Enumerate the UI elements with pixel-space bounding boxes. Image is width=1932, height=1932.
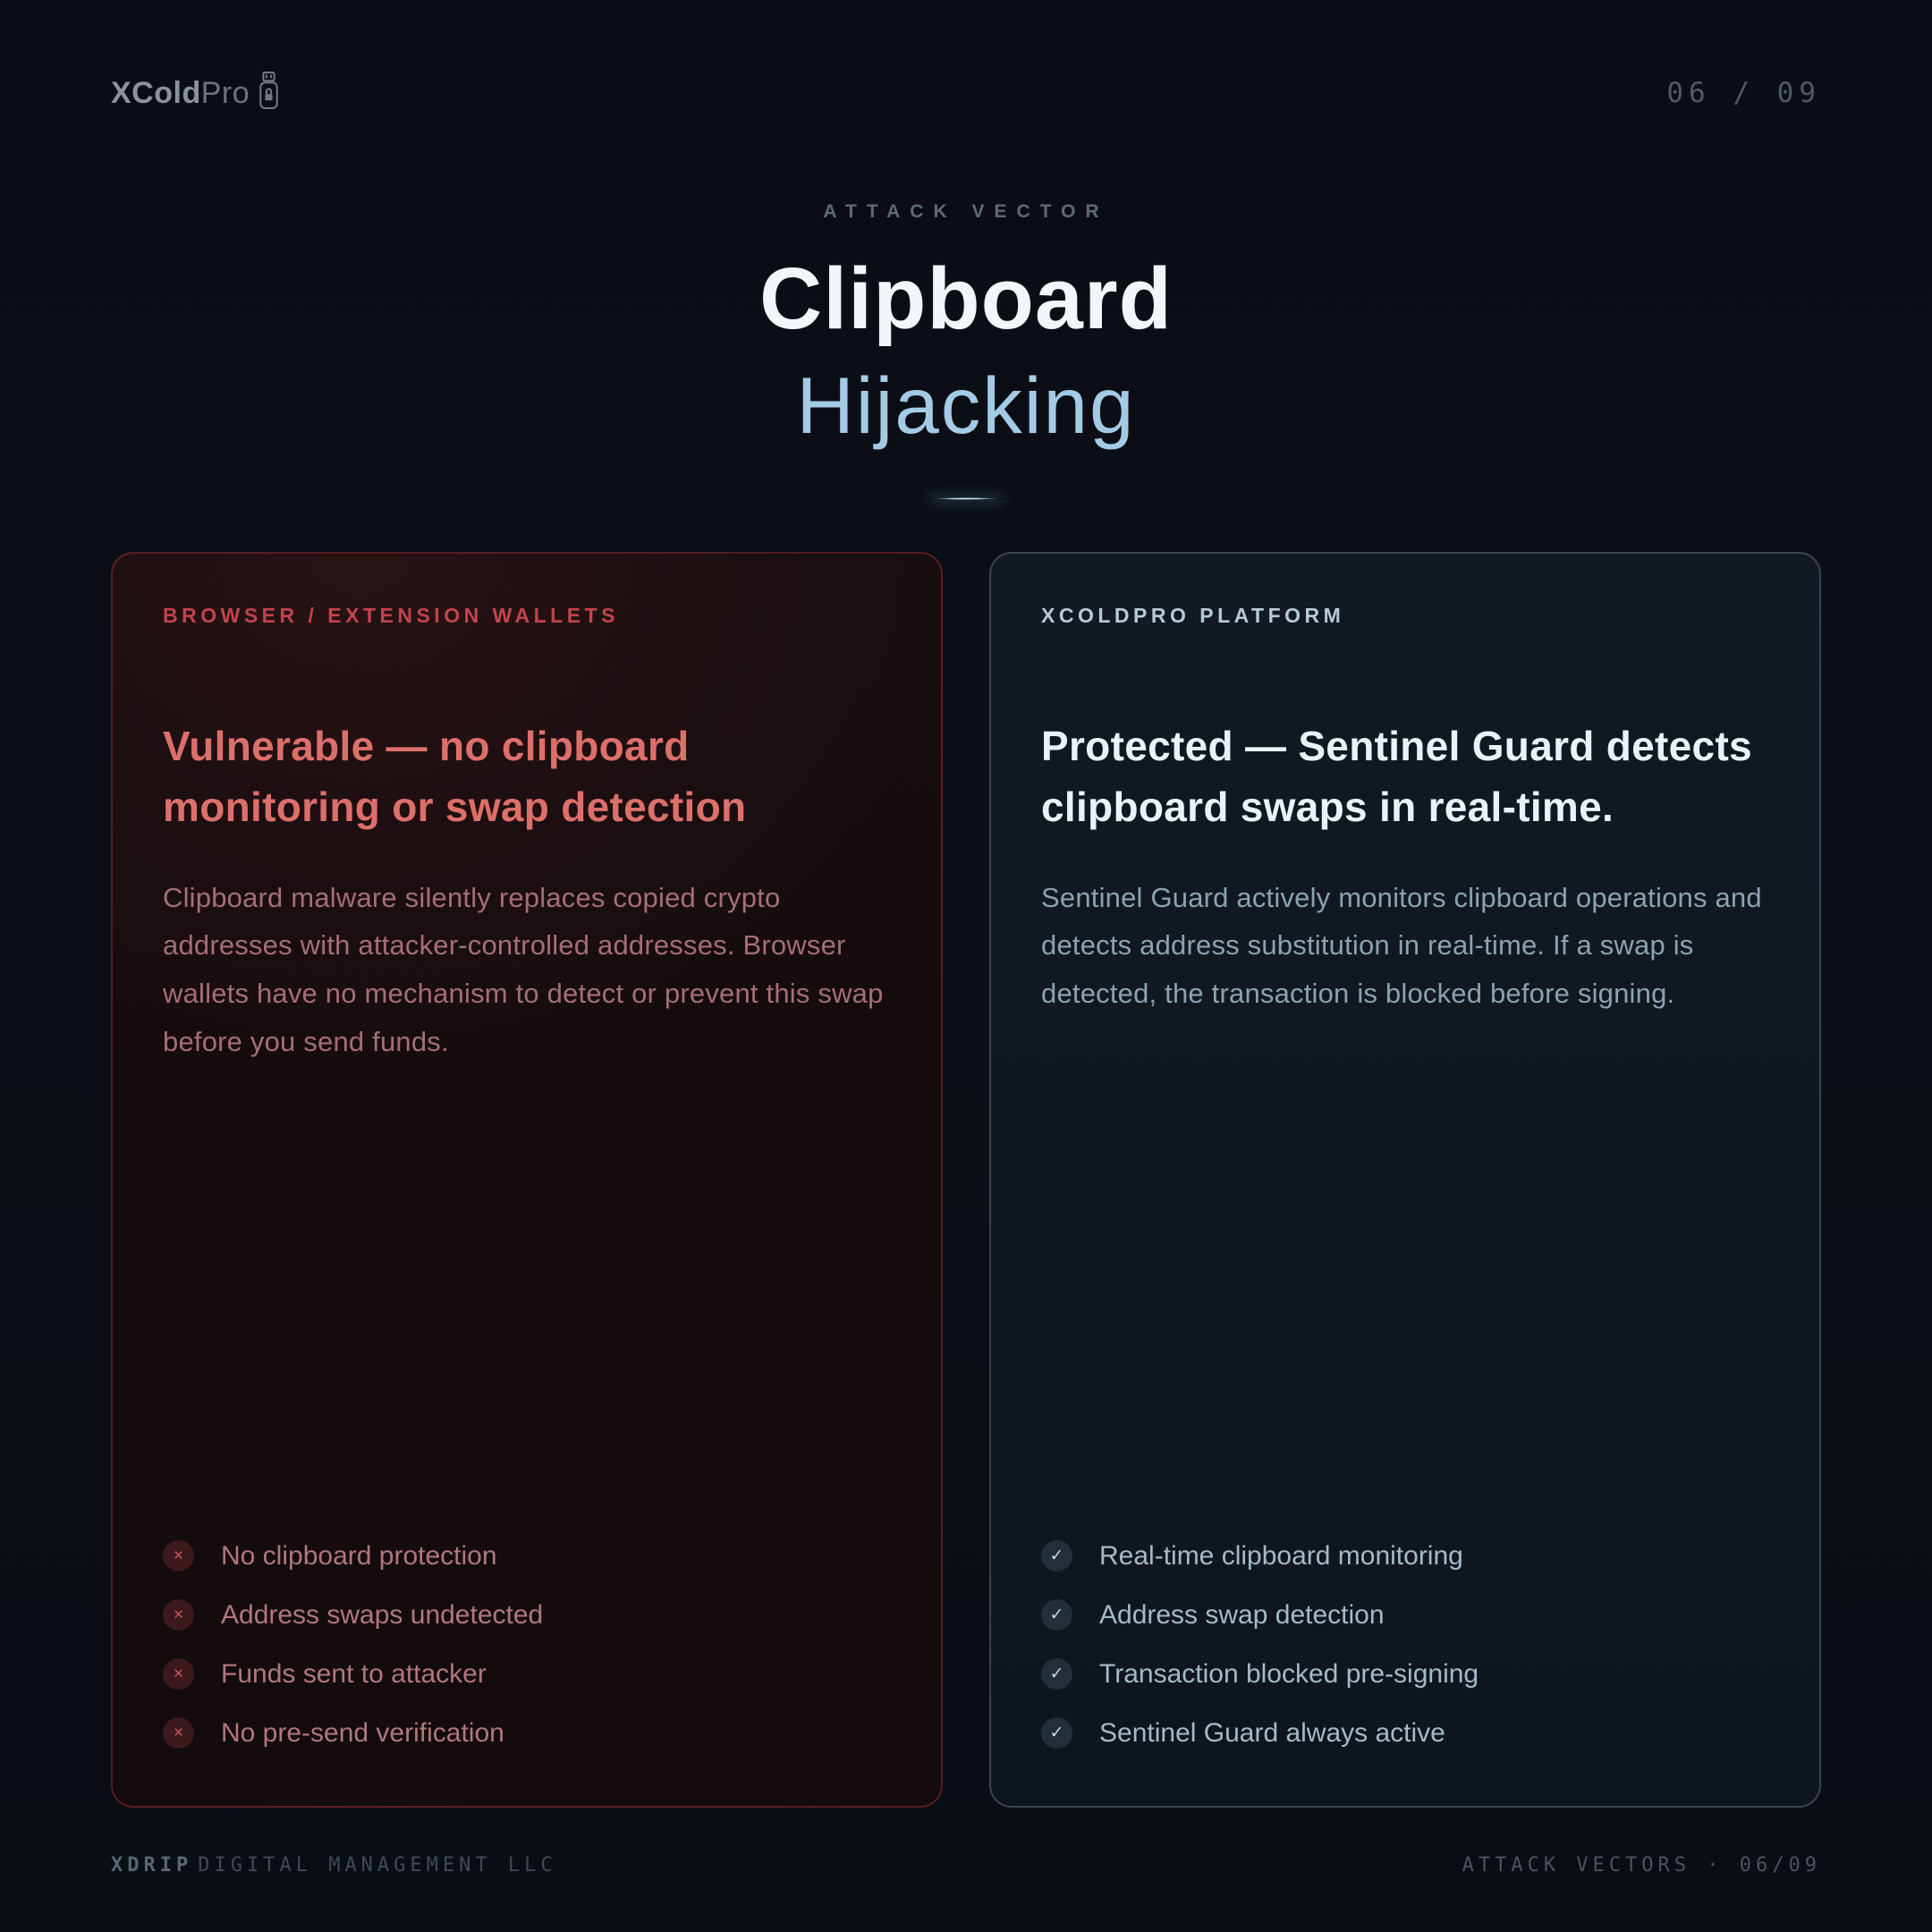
hero-divider xyxy=(928,497,1004,500)
vulnerable-list xyxy=(163,1540,891,1749)
usb-drive-lock-icon xyxy=(257,71,281,119)
check-icon: ✓ xyxy=(1041,1540,1072,1572)
check-icon: ✓ xyxy=(1041,1717,1072,1749)
footer xyxy=(111,1854,1821,1877)
protected-card xyxy=(989,552,1821,1808)
list-item xyxy=(163,1599,891,1631)
list-item xyxy=(1041,1658,1769,1690)
protected-card-label: XCOLDPRO PLATFORM xyxy=(1041,604,1345,628)
list-item xyxy=(1041,1540,1769,1572)
protected-card-description: Sentinel Guard actively monitors clipboard operations and detects address substitution in real-time. If a swap is detected, the transaction is blocked before signing. xyxy=(1041,881,1762,1010)
check-icon: ✓ xyxy=(1041,1599,1072,1631)
hero-eyebrow: ATTACK VECTOR xyxy=(823,201,1109,222)
page-indicator: 06 / 09 xyxy=(1666,77,1821,109)
protected-card-title: Protected — Sentinel Guard detects clipboard swaps in real-time. xyxy=(1041,723,1752,830)
comparison-cards xyxy=(0,552,1932,1808)
brand-name-bold: XCold xyxy=(111,75,201,110)
list-item-label: No clipboard protection xyxy=(221,1540,497,1571)
vulnerable-card-label: BROWSER / EXTENSION WALLETS xyxy=(163,604,619,628)
cross-icon: × xyxy=(163,1658,194,1690)
page-title: Clipboard xyxy=(759,250,1173,347)
vulnerable-card-description: Clipboard malware silently replaces copied crypto addresses with attacker-controlled addresses. Browser wallets have no mechanism to detect or prevent this swap before you send funds. xyxy=(163,881,884,1058)
list-item-label: Sentinel Guard always active xyxy=(1099,1717,1445,1748)
list-item xyxy=(163,1658,891,1690)
list-item xyxy=(163,1717,891,1749)
cross-icon: × xyxy=(163,1540,194,1572)
hero xyxy=(0,201,1932,500)
list-item-label: Funds sent to attacker xyxy=(221,1658,487,1689)
footer-company-brand: XDRIP xyxy=(111,1854,193,1877)
cross-icon: × xyxy=(163,1717,194,1749)
page-subtitle: Hijacking xyxy=(796,360,1136,450)
list-item-label: Address swap detection xyxy=(1099,1599,1385,1630)
list-item-label: Address swaps undetected xyxy=(221,1599,544,1630)
header xyxy=(0,69,1932,117)
check-icon: ✓ xyxy=(1041,1658,1072,1690)
list-item xyxy=(1041,1717,1769,1749)
list-item xyxy=(1041,1599,1769,1631)
brand-logo xyxy=(111,69,281,117)
footer-company-rest: DIGITAL MANAGEMENT LLC xyxy=(198,1854,557,1877)
list-item-label: Transaction blocked pre-signing xyxy=(1099,1658,1479,1689)
footer-section-indicator: ATTACK VECTORS · 06/09 xyxy=(1462,1854,1821,1877)
vulnerable-card xyxy=(111,552,943,1808)
vulnerable-card-title: Vulnerable — no clipboard monitoring or swap detection xyxy=(163,723,747,830)
protected-list xyxy=(1041,1540,1769,1749)
list-item-label: Real-time clipboard monitoring xyxy=(1099,1540,1463,1571)
list-item xyxy=(163,1540,891,1572)
list-item-label: No pre-send verification xyxy=(221,1717,504,1748)
brand-name-light: Pro xyxy=(200,75,250,110)
top-accent-bar xyxy=(0,0,1932,12)
footer-company xyxy=(111,1854,557,1877)
cross-icon: × xyxy=(163,1599,194,1631)
